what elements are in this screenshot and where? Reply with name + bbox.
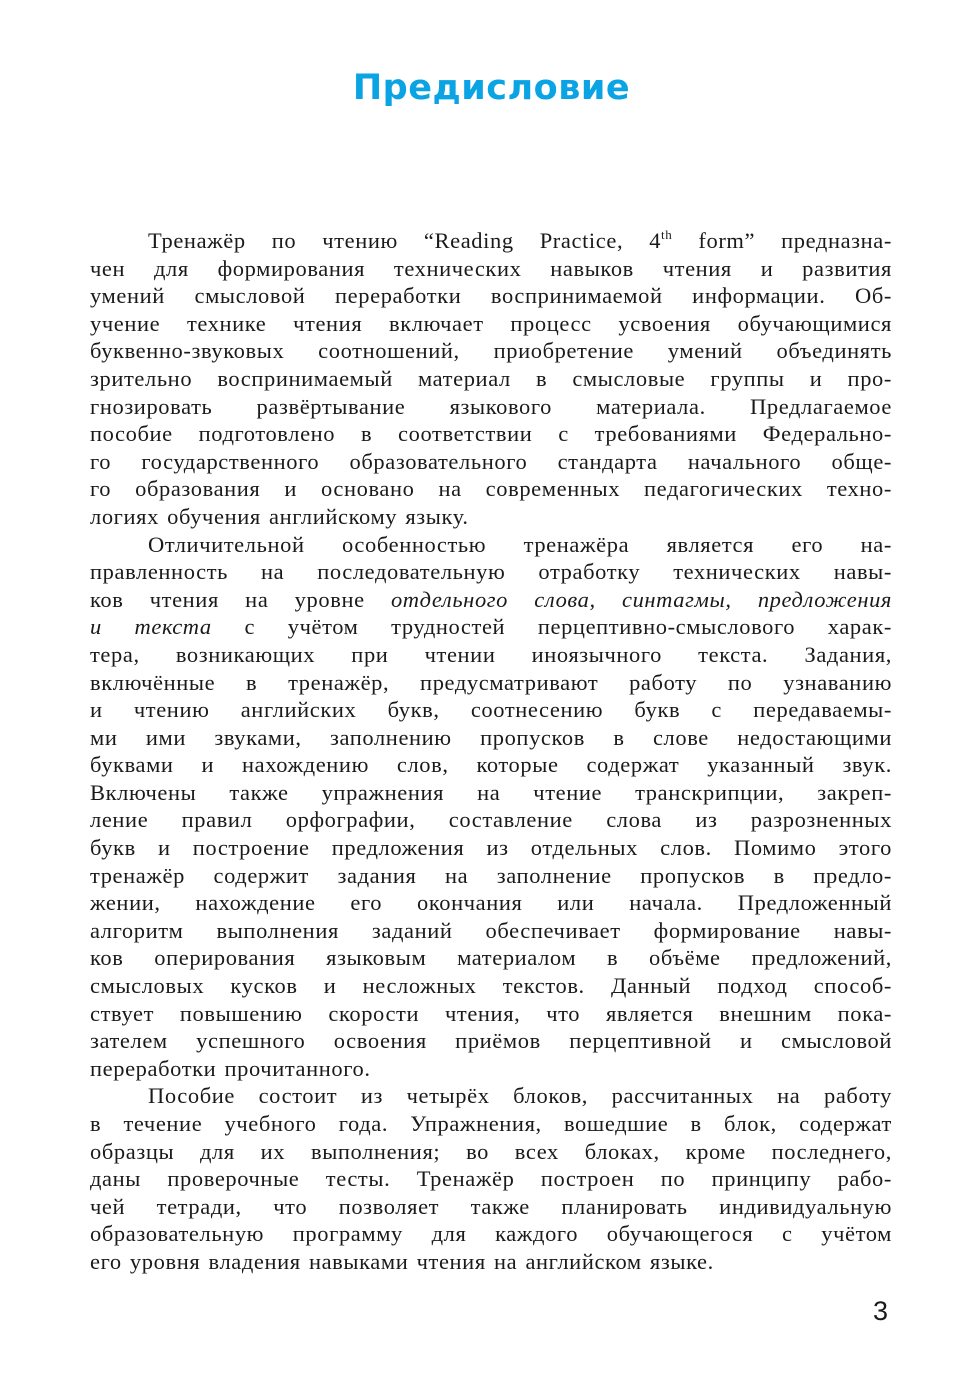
text-line: образовательную программу для каждого обучающегося с учётом [90,1221,892,1247]
italic-text: и текста [90,614,212,640]
paragraph [90,227,892,531]
text-line: го образования и основано на современных педагогических техно- [90,476,892,502]
text-line: его уровня владения навыками чтения на английском языке. [90,1248,714,1274]
text-line: правленность на последовательную отработку технических навы- [90,559,892,585]
text-line [90,227,892,255]
text-line: включённые в тренажёр, предусматривают работу по узнаванию [90,669,892,695]
text-line: чен для формирования технических навыков чтения и развития [90,255,892,281]
text-segment: form” предназна- [672,228,892,253]
text-line: умений смысловой переработки воспринимаемой информации. Об- [90,283,892,309]
text-line: зрительно воспринимаемый материал в смысловые группы и про- [90,365,892,391]
text-line: смысловых кусков и несложных текстов. Данный подход способ- [90,973,892,999]
text-line: Пособие состоит из четырёх блоков, рассчитанных на работу [148,1083,892,1109]
text-line: Отличительной особенностью тренажёра является его на- [148,531,892,557]
text-line: буквами и нахождению слов, которые содержат указанный звук. [90,752,892,778]
text-line: жении, нахождение его окончания или начала. Предложенный [90,890,892,916]
preface-body [90,227,892,1276]
text-line: в течение учебного года. Упражнения, вошедшие в блок, содержат [90,1111,892,1136]
paragraph [90,1082,892,1275]
text-line: ков оперирования языковым материалом в объёме предложений, [90,945,892,971]
text-line: переработки прочитанного. [90,1055,371,1081]
text-line: буквенно-звуковых соотношений, приобретение умений объединять [90,338,892,364]
text-line: Включены также упражнения на чтение транскрипции, закреп- [90,779,892,805]
text-line [90,613,892,641]
text-line: пособие подготовлено в соответствии с требованиями Федерально- [90,421,892,447]
text-line: даны проверочные тесты. Тренажёр построен по принципу рабо- [90,1166,892,1192]
text-line: чей тетради, что позволяет также планировать индивидуальную [90,1193,892,1219]
paragraph [90,531,892,1083]
text-line [90,586,892,614]
text-segment: Тренажёр по чтению “Reading Practice, 4 [148,228,662,253]
italic-text: отдельного слова, синтагмы, предложения [390,586,892,612]
text-line: ми ими звуками, заполнению пропусков в слове недостающими [90,724,892,750]
text-line: ствует повышению скорости чтения, что является внешним пока- [90,1000,892,1026]
text-line: букв и построение предложения из отдельных слов. Помимо этого [90,835,892,861]
page-number: 3 [873,1296,889,1326]
text-line: образцы для их выполнения; во всех блоках, кроме последнего, [90,1138,892,1164]
text-line: тера, возникающих при чтении иноязычного текста. Задания, [90,641,892,667]
text-line: логиях обучения английскому языку. [90,503,469,529]
text-line: алгоритм выполнения заданий обеспечивает формирование навы- [90,917,892,943]
text-segment: с учётом трудностей перцептивно-смыслового харак- [211,614,892,640]
text-line: тренажёр содержит задания на заполнение пропусков в предло- [90,862,892,888]
text-line: зателем успешного освоения приёмов перцептивной и смысловой [90,1028,892,1054]
page-title: Предисловие [352,68,631,108]
text-line: гнозировать развёртывание языкового материала. Предлагаемое [90,393,892,419]
superscript: th [661,227,673,242]
text-line: и чтению английских букв, соотнесению букв с передаваемы- [90,697,892,723]
text-line: ление правил орфографии, составление слова из разрозненных [90,807,892,833]
text-line: го государственного образовательного стандарта начального обще- [90,448,892,474]
text-segment: ков чтения на уровне [90,586,391,612]
text-line: учение технике чтения включает процесс усвоения обучающимися [90,310,892,336]
